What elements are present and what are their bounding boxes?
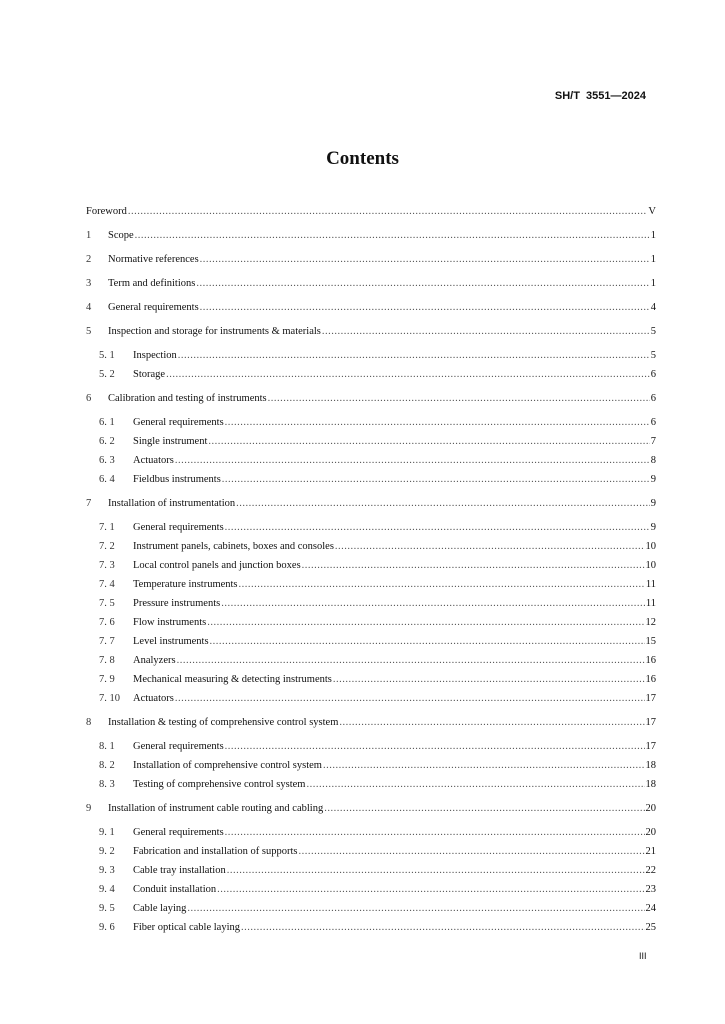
toc-entry-label: Term and definitions: [108, 278, 196, 289]
toc-entry-label: Installation & testing of comprehensive control system: [108, 717, 339, 728]
toc-leader-dots: [200, 252, 650, 268]
toc-entry-page: 5: [650, 350, 656, 361]
toc-leader-dots: [225, 825, 645, 841]
toc-leader-dots: [306, 777, 644, 793]
toc-entry-page: 15: [645, 636, 656, 647]
toc-entry-label: Scope: [108, 230, 134, 241]
toc-entry-label: Temperature instruments: [133, 579, 238, 590]
toc-entry-label: General requirements: [133, 827, 224, 838]
toc-entry-label: Local control panels and junction boxes: [133, 560, 301, 571]
toc-leader-dots: [241, 920, 644, 936]
toc-entry[interactable]: [99, 577, 656, 593]
toc-leader-dots: [135, 228, 650, 244]
toc-entry-label: General requirements: [108, 302, 199, 313]
toc-entry-number: 9. 4: [99, 884, 115, 895]
toc-entry-label: Installation of comprehensive control system: [133, 760, 322, 771]
toc-entry-label: Installation of instrument cable routing and cabling: [108, 803, 324, 814]
toc-entry-label: Actuators: [133, 455, 174, 466]
toc-entry-number: 6. 3: [99, 455, 115, 466]
toc-leader-dots: [210, 634, 645, 650]
toc-entry-page: 16: [645, 655, 656, 666]
toc-entry-page: 7: [650, 436, 656, 447]
toc-entry-number: 9. 6: [99, 922, 115, 933]
toc-entry[interactable]: [99, 901, 656, 917]
toc-entry-label: Inspection: [133, 350, 177, 361]
toc-entry-number: 2: [86, 254, 92, 265]
toc-entry[interactable]: [86, 391, 656, 407]
toc-leader-dots: [268, 391, 650, 407]
standard-code: SH/T 3551—2024: [554, 90, 646, 102]
toc-entry[interactable]: [99, 520, 656, 536]
toc-entry-number: 6. 4: [99, 474, 115, 485]
toc-entry-number: 7. 9: [99, 674, 115, 685]
toc-entry-number: 8. 1: [99, 741, 115, 752]
toc-leader-dots: [239, 577, 645, 593]
toc-entry-page: 20: [645, 803, 656, 814]
toc-leader-dots: [166, 367, 650, 383]
toc-entry[interactable]: [99, 672, 656, 688]
toc-entry-page: 16: [645, 674, 656, 685]
toc-leader-dots: [177, 653, 645, 669]
toc-entry[interactable]: [86, 801, 656, 817]
toc-entry-number: 8. 2: [99, 760, 115, 771]
toc-entry-label: Flow instruments: [133, 617, 207, 628]
toc-entry-number: 7. 10: [99, 693, 120, 704]
toc-entry-page: 17: [645, 717, 656, 728]
toc-entry-label: Level instruments: [133, 636, 209, 647]
toc-entry-number: 5. 2: [99, 369, 115, 380]
toc-leader-dots: [323, 758, 645, 774]
toc-entry-label: Fieldbus instruments: [133, 474, 221, 485]
page-title: Contents: [326, 148, 399, 169]
toc-entry[interactable]: [99, 825, 656, 841]
toc-entry-page: 18: [645, 779, 656, 790]
toc-entry-number: 9: [86, 803, 92, 814]
toc-entry[interactable]: [99, 739, 656, 755]
toc-entry-page: 6: [650, 417, 656, 428]
toc-entry[interactable]: [99, 777, 656, 793]
toc-entry-label: Cable tray installation: [133, 865, 226, 876]
toc-entry-number: 3: [86, 278, 92, 289]
toc-leader-dots: [178, 348, 650, 364]
toc-entry-page: 6: [650, 393, 656, 404]
toc-leader-dots: [208, 434, 649, 450]
toc-leader-dots: [225, 520, 650, 536]
toc-entry-page: 9: [650, 498, 656, 509]
toc-entry-page: 6: [650, 369, 656, 380]
toc-entry[interactable]: [99, 453, 656, 469]
toc-entry-number: 5. 1: [99, 350, 115, 361]
toc-leader-dots: [339, 715, 644, 731]
toc-entry-label: Normative references: [108, 254, 199, 265]
toc-entry[interactable]: [86, 715, 656, 731]
toc-entry-number: 7. 1: [99, 522, 115, 533]
toc-entry-page: 9: [650, 474, 656, 485]
toc-leader-dots: [175, 453, 650, 469]
toc-leader-dots: [222, 472, 650, 488]
toc-leader-dots: [225, 415, 650, 431]
toc-entry-label: Conduit installation: [133, 884, 217, 895]
toc-entry-label: Analyzers: [133, 655, 176, 666]
toc-entry[interactable]: [86, 300, 656, 316]
toc-entry-number: 7. 7: [99, 636, 115, 647]
toc-entry-label: Fabrication and installation of supports: [133, 846, 298, 857]
toc-entry-label: Pressure instruments: [133, 598, 221, 609]
toc-entry-label: General requirements: [133, 522, 224, 533]
toc-entry-page: 10: [645, 560, 656, 571]
toc-entry-number: 9. 2: [99, 846, 115, 857]
toc-entry-page: 11: [645, 579, 656, 590]
toc-entry-number: 4: [86, 302, 92, 313]
toc-entry-page: 9: [650, 522, 656, 533]
toc-entry[interactable]: [99, 367, 656, 383]
toc-entry[interactable]: [99, 844, 656, 860]
toc-entry[interactable]: [86, 228, 656, 244]
toc-entry-label: Calibration and testing of instruments: [108, 393, 267, 404]
toc-entry[interactable]: [86, 324, 656, 340]
toc-entry-label: Testing of comprehensive control system: [133, 779, 306, 790]
toc-entry-label: Storage: [133, 369, 166, 380]
toc-entry-page: 8: [650, 455, 656, 466]
toc-entry[interactable]: [99, 758, 656, 774]
toc-entry[interactable]: [99, 882, 656, 898]
toc-entry-label: Installation of instrumentation: [108, 498, 236, 509]
toc-entry-page: 21: [645, 846, 656, 857]
toc-leader-dots: [175, 691, 645, 707]
toc-entry[interactable]: [99, 539, 656, 555]
toc-entry[interactable]: [99, 415, 656, 431]
toc-entry-number: 6: [86, 393, 92, 404]
toc-entry-page: 22: [645, 865, 656, 876]
toc-entry[interactable]: [99, 596, 656, 612]
toc-entry[interactable]: [99, 634, 656, 650]
toc-entry-number: 8. 3: [99, 779, 115, 790]
toc-entry-page: 4: [650, 302, 656, 313]
toc-entry[interactable]: [99, 691, 656, 707]
toc-entry-label: General requirements: [133, 417, 224, 428]
toc-leader-dots: [227, 863, 645, 879]
toc-entry-number: 9. 5: [99, 903, 115, 914]
toc-entry-page: 25: [645, 922, 656, 933]
toc-entry-number: 9. 1: [99, 827, 115, 838]
toc-entry-page: 1: [650, 278, 656, 289]
toc-entry-label: Foreword: [86, 206, 127, 217]
toc-entry-number: 7. 5: [99, 598, 115, 609]
toc-leader-dots: [200, 300, 650, 316]
toc-entry[interactable]: [86, 252, 656, 268]
toc-entry-number: 7. 3: [99, 560, 115, 571]
toc-entry-label: Mechanical measuring & detecting instruments: [133, 674, 332, 685]
toc-entry-page: 1: [650, 254, 656, 265]
toc-leader-dots: [333, 672, 645, 688]
toc-entry[interactable]: [99, 615, 656, 631]
toc-entry-page: 18: [645, 760, 656, 771]
toc-entry-label: Fiber optical cable laying: [133, 922, 241, 933]
toc-entry-number: 6. 2: [99, 436, 115, 447]
toc-entry[interactable]: [99, 472, 656, 488]
toc-entry-page: 10: [645, 541, 656, 552]
toc-entry-page: 12: [645, 617, 656, 628]
toc-entry[interactable]: [99, 558, 656, 574]
toc-leader-dots: [335, 539, 645, 555]
toc-entry-page: 5: [650, 326, 656, 337]
toc-entry-page: V: [648, 206, 656, 217]
toc-entry-number: 7. 6: [99, 617, 115, 628]
toc-entry-number: 5: [86, 326, 92, 337]
toc-entry-number: 7. 2: [99, 541, 115, 552]
toc-entry-number: 7: [86, 498, 92, 509]
toc-entry-page: 17: [645, 741, 656, 752]
toc-entry[interactable]: [99, 348, 656, 364]
toc-leader-dots: [298, 844, 644, 860]
toc-leader-dots: [196, 276, 649, 292]
toc-entry-label: Instrument panels, cabinets, boxes and consoles: [133, 541, 334, 552]
toc-leader-dots: [128, 204, 648, 220]
toc-leader-dots: [207, 615, 644, 631]
toc-entry[interactable]: [99, 863, 656, 879]
toc-entry-page: 23: [645, 884, 656, 895]
toc-leader-dots: [322, 324, 650, 340]
toc-entry[interactable]: [99, 653, 656, 669]
toc-entry-number: 6. 1: [99, 417, 115, 428]
toc-entry[interactable]: [86, 496, 656, 512]
toc-entry-number: 9. 3: [99, 865, 115, 876]
toc-entry-number: 7. 8: [99, 655, 115, 666]
toc-leader-dots: [221, 596, 645, 612]
toc-entry[interactable]: [86, 276, 656, 292]
toc-entry-label: General requirements: [133, 741, 224, 752]
toc-entry-page: 17: [645, 693, 656, 704]
toc-leader-dots: [225, 739, 645, 755]
toc-leader-dots: [302, 558, 645, 574]
toc-leader-dots: [324, 801, 644, 817]
toc-entry[interactable]: [99, 920, 656, 936]
toc-entry-number: 1: [86, 230, 92, 241]
toc-entry-page: 24: [645, 903, 656, 914]
toc-entry-page: 20: [645, 827, 656, 838]
toc-entry-number: 8: [86, 717, 92, 728]
toc-entry-number: 7. 4: [99, 579, 115, 590]
toc-leader-dots: [236, 496, 650, 512]
toc-entry-label: Cable laying: [133, 903, 187, 914]
toc-entry-label: Inspection and storage for instruments & materials: [108, 326, 321, 337]
toc-leader-dots: [217, 882, 644, 898]
toc-entry[interactable]: [99, 434, 656, 450]
toc-entry-label: Single instrument: [133, 436, 208, 447]
page-number: III: [639, 951, 647, 961]
toc-leader-dots: [187, 901, 644, 917]
toc-entry-label: Actuators: [133, 693, 174, 704]
toc-entry-page: 1: [650, 230, 656, 241]
toc-entry[interactable]: [86, 204, 656, 220]
toc-entry-page: 11: [645, 598, 656, 609]
